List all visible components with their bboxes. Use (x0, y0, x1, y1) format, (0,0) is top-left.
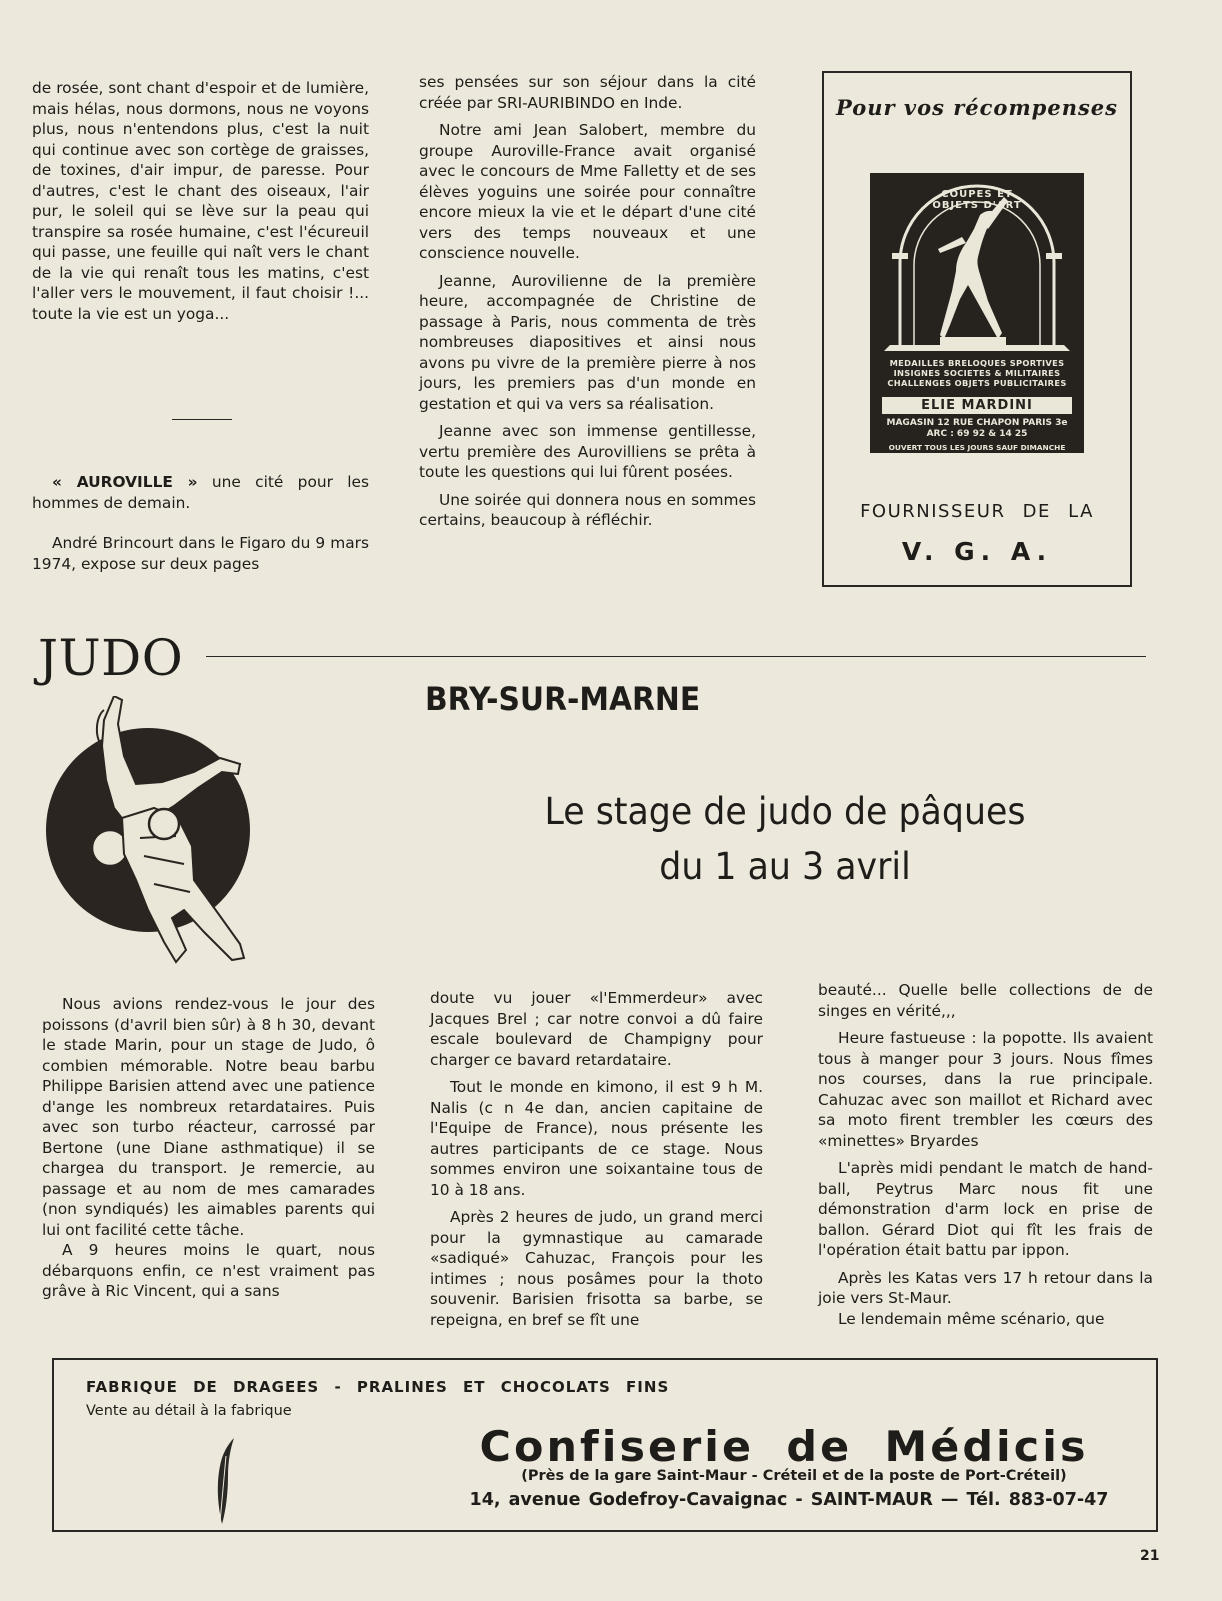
shop-location: (Près de la gare Saint-Maur - Créteil et de la poste de Port-Créteil) (521, 1468, 1067, 1484)
mardini-logo (870, 173, 1084, 453)
judo-col1-paragraph-1: Nous avions rendez-vous le jour des poissons (d'avril bien sûr) à 8 h 30, devant le stade Marin, pour un stage de Judo, ô combien mémorable. Notre beau barbu Philippe Barisien attend avec une patience d'ange les nombreux retardataires. Puis avec son turbo réacteur, carrossé par Bertone (une Diane asthmatique) il se chargea du transport. Je remercie, au passage et au nom de mes camarades (non syndiqués) les aimables parents qui lui ont facilité cette tâche. (42, 995, 375, 1239)
auroville-subtitle: une cité pour les hommes de demain. (32, 473, 369, 512)
headline-line-2: du 1 au 3 avril (659, 845, 911, 888)
judo-column-1 (42, 994, 375, 1302)
col2-paragraph-4: Jeanne avec son immense gentillesse, vertu première des Aurovilliens se prêta à toute les questions qui lui fûrent posées. (419, 422, 756, 481)
confiserie-advert (52, 1358, 1158, 1532)
product-line: CHALLENGES OBJETS PUBLICITAIRES (887, 378, 1067, 388)
page-number: 21 (1140, 1548, 1160, 1564)
judo-col1-paragraph-2: A 9 heures moins le quart, nous débarquons enfin, ce n'est vraiment pas grâve à Ric Vincent, qui a sans (42, 1241, 375, 1300)
judo-col3-paragraph-2: Heure fastueuse : la popotte. Ils avaient tous à manger pour 3 jours. Nous fîmes nos courses, dans la rue principale. Cahuzac avec son maillot et Richard avec sa moto firent trembler les cœurs des «minettes» Bryardes (818, 1029, 1153, 1150)
judo-column-2 (430, 988, 763, 1330)
yoga-paragraph: de rosée, sont chant d'espoir et de lumière, mais hélas, nous dormons, nous ne voyons plus, nous n'entendons plus, c'est la nuit qui continue avec son cortège de graisses, de toxines, d'air impur, de paresse. Pour d'autres, c'est le chant des oiseaux, l'air pur, le soleil qui se lève sur la peau qui transpire sa rosée humaine, c'est l'écureuil qui passe, une feuille qui naît vers le chant de la vie qui renaît tous les matins, c'est l'aller vers le mouvement, il faut choisir !... toute la vie est un yoga... (32, 79, 369, 323)
arch-text: COUPES ET OBJETS D'ART (932, 189, 1022, 211)
shop-phone: ARC : 69 92 & 14 25 (926, 429, 1028, 439)
auroville-column-1 (32, 78, 369, 324)
headline-line-1: Le stage de judo de pâques (544, 790, 1026, 833)
auroville-heading-paragraph (32, 472, 369, 513)
auroville-title: « AUROVILLE » (52, 473, 198, 491)
article-headline (480, 784, 1091, 894)
col2-paragraph-2: Notre ami Jean Salobert, membre du groupe Auroville-France avait organisé avec le concours de Mme Falletty et de ses élèves yoguins une soirée pour connaître encore mieux la vie et le départ d'une cité vers des temps nouveaux et une conscience nouvelle. (419, 121, 756, 262)
auroville-column-2 (419, 72, 756, 531)
judo-column-3 (818, 980, 1153, 1329)
judo-throw-icon (44, 696, 254, 978)
judo-col3-paragraph-1: beauté... Quelle belle collections de de singes en vérité,,, (818, 981, 1153, 1020)
product-line: MEDAILLES BRELOQUES SPORTIVES (889, 358, 1065, 368)
products-line: FABRIQUE DE DRAGEES - PRALINES ET CHOCOLATS FINS (86, 1378, 670, 1396)
brincourt-paragraph: André Brincourt dans le Figaro du 9 mars 1974, expose sur deux pages (32, 534, 369, 573)
shop-street: MAGASIN 12 RUE CHAPON PARIS 3e (886, 418, 1068, 428)
col2-paragraph-1: ses pensées sur son séjour dans la cité créée par SRI-AURIBINDO en Inde. (419, 73, 756, 112)
feather-icon (204, 1436, 240, 1526)
judo-col2-paragraph-3: Après 2 heures de judo, un grand merci pour la gymnastique au camarade «sadiqué» Cahuzac, François pour les intimes ; nous posâmes pour la thoto souvenir. Barisien frisotta sa barbe, se repeigna, en bref se fît une (430, 1208, 763, 1329)
ad-tagline: Pour vos récompenses (836, 95, 1118, 120)
shop-name: Confiserie de Médicis (479, 1422, 1089, 1471)
opening-hours: OUVERT TOUS LES JOURS SAUF DIMANCHE (888, 443, 1066, 452)
section-divider (172, 419, 232, 420)
supplier-line: FOURNISSEUR DE LA (860, 501, 1094, 522)
judo-col3-paragraph-4: Après les Katas vers 17 h retour dans la joie vers St-Maur. (818, 1268, 1153, 1307)
product-list (874, 358, 1080, 388)
judo-col3-paragraph-5: Le lendemain même scénario, que (838, 1309, 1105, 1328)
location-heading: BRY-SUR-MARNE (425, 680, 701, 718)
section-rule (206, 656, 1146, 657)
col2-paragraph-5: Une soirée qui donnera nous en sommes certains, beaucoup à réfléchir. (419, 490, 756, 529)
col2-paragraph-3: Jeanne, Aurovilienne de la première heure, accompagnée de Christine de passage à Paris, nous commenta de très nombreuses diapositives et ainsi nous avons pu vivre de la première pierre à nos jours, les premiers pas d'un monde en gestation et qui va vers sa réalisation. (419, 271, 756, 413)
judo-col3-paragraph-3: L'après midi pendant le match de hand-ball, Peytrus Marc nous fit une démonstration d'arm lock en prise de ballon. Gérard Diot qui fît les frais de l'opération était battu par ippon. (818, 1159, 1153, 1259)
arch-lettering (870, 173, 1084, 273)
judo-col2-paragraph-2: Tout le monde en kimono, il est 9 h M. Nalis (c n 4e dan, ancien capitaine de l'Equipe de France), nous présente les autres participants de ce stage. Nous sommes environ une soixantaine tous de 10 à 18 ans. (430, 1078, 763, 1199)
vga-acronym: V. G. A. (901, 537, 1053, 566)
retail-line: Vente au détail à la fabrique (86, 1403, 292, 1419)
vga-advert (822, 71, 1132, 587)
brand-name: ELIE MARDINI (882, 397, 1072, 414)
judo-col2-paragraph-1: doute vu jouer «l'Emmerdeur» avec Jacques Brel ; car notre convoi a dû faire escale boulevard de Champigny pour charger ce bavard retardataire. (430, 989, 763, 1069)
shop-address (874, 418, 1080, 440)
product-line: INSIGNES SOCIETES & MILITAIRES (893, 368, 1061, 378)
auroville-column-1-lower (32, 472, 369, 574)
shop-address-line: 14, avenue Godefroy-Cavaignac - SAINT-MAUR — Tél. 883-07-47 (469, 1490, 1109, 1510)
section-title: JUDO (38, 629, 184, 687)
